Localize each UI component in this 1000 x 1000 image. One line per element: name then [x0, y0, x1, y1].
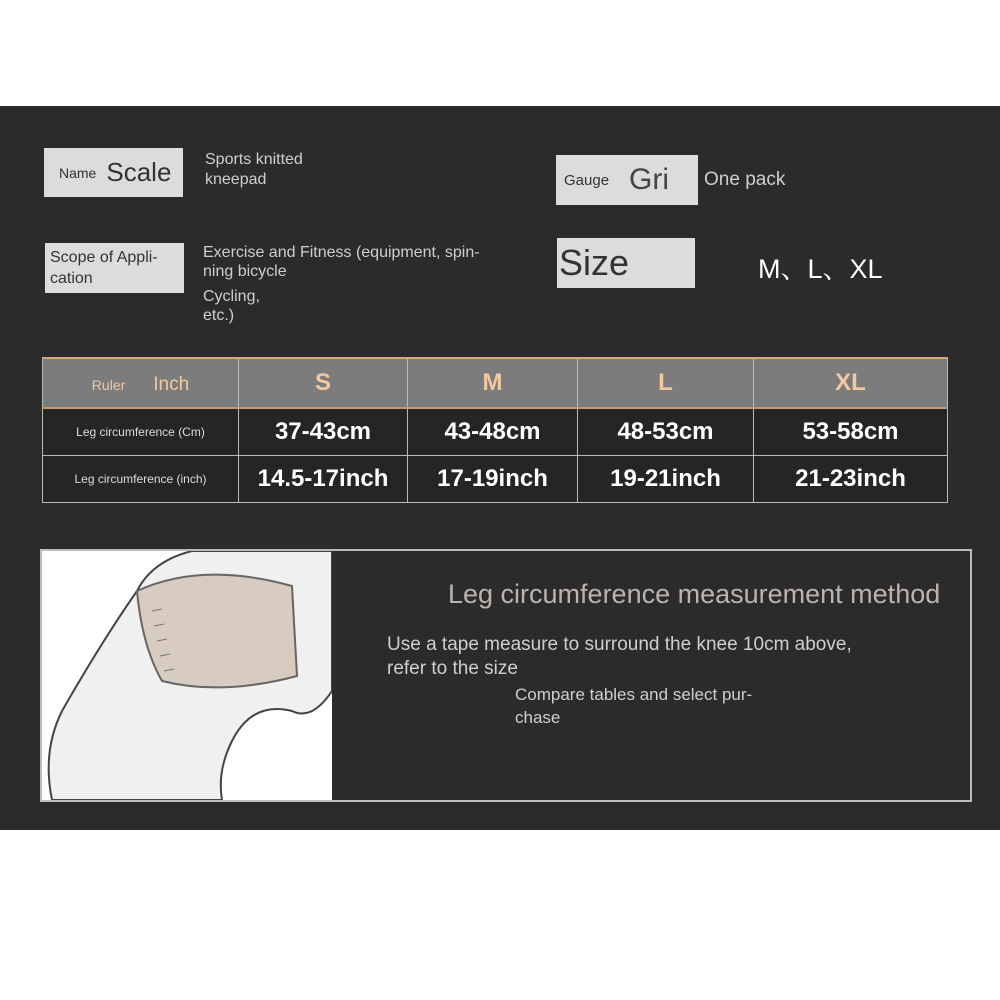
size-value: M、L、XL — [758, 254, 883, 284]
scope-value-line: ning bicycle — [203, 263, 287, 280]
scope-value-line: Exercise and Fitness (equipment, spin- — [203, 244, 480, 261]
size-label-text: Size — [559, 242, 630, 283]
ruler-label: Ruler — [91, 377, 126, 393]
table-cell: 43-48cm — [408, 408, 578, 455]
scope-label-line: Scope of Appli- — [50, 249, 158, 266]
size-label — [557, 238, 695, 288]
table-cell: 21-23inch — [754, 455, 948, 502]
scope-value — [203, 243, 480, 325]
size-table — [42, 357, 948, 503]
scope-label — [45, 243, 184, 293]
scope-value-line: etc.) — [203, 307, 235, 324]
instruction-line: refer to the size — [387, 658, 518, 679]
unit-label: Inch — [153, 374, 190, 395]
measurement-instructions — [387, 633, 852, 681]
gauge-label-text: Gauge — [564, 171, 610, 189]
table-cell: 48-53cm — [578, 408, 754, 455]
gauge-label-text2: Gri — [629, 163, 670, 196]
table-cell: 37-43cm — [239, 408, 408, 455]
scope-label-line: cation — [50, 270, 93, 287]
name-value-line: kneepad — [205, 171, 267, 188]
name-value-line: Sports knitted — [205, 151, 303, 168]
table-cell: 14.5-17inch — [239, 455, 408, 502]
header-size-m: M — [408, 358, 578, 408]
header-size-l: L — [578, 358, 754, 408]
row-label: Leg circumference (Cm) — [43, 408, 239, 455]
gauge-label — [556, 155, 698, 205]
gauge-value: One pack — [704, 169, 786, 190]
measurement-method-box — [40, 549, 972, 802]
name-label-text: Name — [59, 164, 97, 181]
header-size-s: S — [239, 358, 408, 408]
knee-tape-illustration — [42, 551, 332, 800]
table-row — [43, 408, 948, 455]
measurement-title: Leg circumference measurement method — [448, 579, 941, 609]
table-header-row — [43, 358, 948, 408]
scope-value-line: Cycling, — [203, 288, 260, 305]
table-cell: 17-19inch — [408, 455, 578, 502]
header-ruler-cell — [43, 358, 239, 408]
table-cell: 53-58cm — [754, 408, 948, 455]
instruction-line: chase — [515, 708, 561, 727]
name-value — [205, 150, 303, 190]
row-label: Leg circumference (inch) — [43, 455, 239, 502]
name-label-text2: Scale — [106, 157, 172, 187]
instruction-line: Compare tables and select pur- — [515, 685, 753, 704]
name-label — [44, 148, 183, 197]
table-cell: 19-21inch — [578, 455, 754, 502]
table-row — [43, 455, 948, 502]
header-size-xl: XL — [754, 358, 948, 408]
measurement-instructions-2 — [515, 683, 752, 729]
instruction-line: Use a tape measure to surround the knee 10cm above, — [387, 634, 852, 655]
